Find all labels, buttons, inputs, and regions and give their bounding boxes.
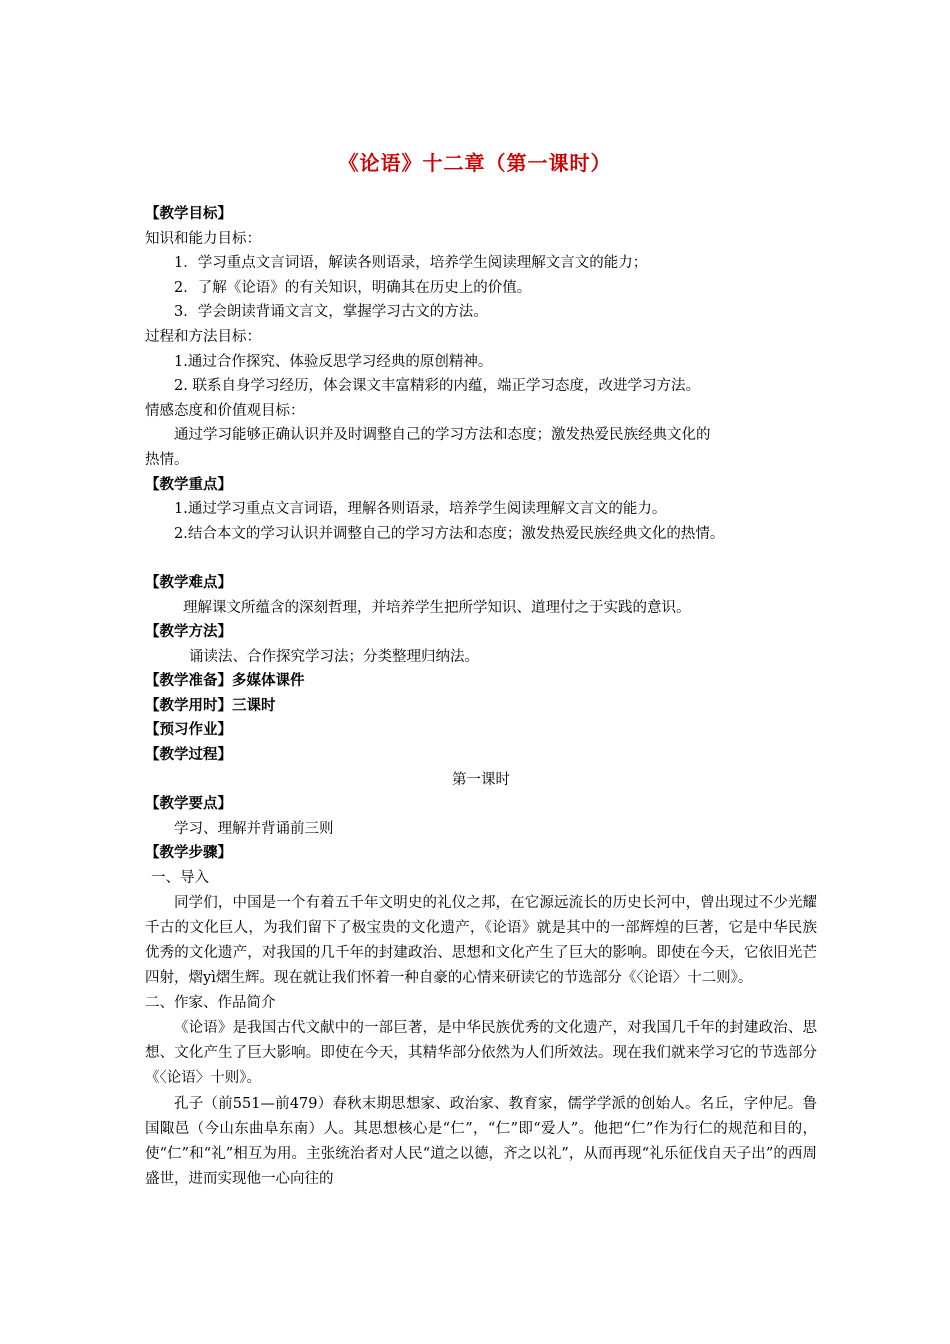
emotion-text-continued: 热情。 (145, 451, 189, 468)
knowledge-item: 2．了解《论语》的有关知识，明确其在历史上的价值。 (174, 279, 532, 296)
step-1-paragraph: 同学们，中国是一个有着五千年文明史的礼仪之邦，在它源远流长的历史长河中，曾出现过不少光耀千古的文化巨人，为我们留下了极宝贵的文化遗产，《论语》就是其中的一部辉煌的巨著，它是中华民族优秀的文化遗产，对我国的几千年的封建政治、思想和文化产生了巨大的影响。即使在今天，它依旧光芒四射，熠yì熠生辉。现在就让我们怀着一种自豪的心情来研读它的节选部分《〈论语〉十二则》。 (145, 894, 817, 987)
method-heading: 【教学方法】 (145, 623, 232, 641)
teaching-points-heading: 【教学要点】 (145, 795, 232, 813)
difficulty-heading: 【教学难点】 (145, 573, 232, 591)
difficulty-text: 理解课文所蕴含的深刻哲理，并培养学生把所学知识、道理付之于实践的意识。 (183, 599, 691, 616)
knowledge-item: 3．学会朗读背诵文言文，掌握学习古文的方法。 (174, 304, 488, 321)
step-2-paragraph-1: 《论语》是我国古代文献中的一部巨著，是中华民族优秀的文化遗产，对我国几千年的封建政治、思想、文化产生了巨大影响。即使在今天，其精华部分依然为人们所效法。现在我们就来学习它的节选部分《〈论语〉十则》。 (145, 1020, 817, 1087)
method-text: 诵读法、合作探究学习法；分类整理归纳法。 (189, 648, 479, 665)
teaching-steps-heading: 【教学步骤】 (145, 844, 232, 862)
emotion-heading: 情感态度和价值观目标： (145, 402, 305, 419)
teaching-process-heading: 【教学过程】 (145, 746, 232, 764)
knowledge-heading: 知识和能力目标： (145, 230, 261, 247)
document-body (145, 202, 817, 1192)
step-1-heading: 一、导入 (151, 870, 209, 887)
blank-line (145, 546, 817, 571)
teaching-points-text: 学习、理解并背诵前三则 (174, 820, 334, 837)
objectives-heading: 【教学目标】 (145, 205, 232, 222)
page-title: 《论语》十二章（第一课时） (338, 151, 612, 175)
step-2-heading: 二、作家、作品简介 (145, 995, 276, 1012)
knowledge-item: 1．学习重点文言词语，解读各则语录，培养学生阅读理解文言文的能力； (174, 255, 648, 272)
process-item: 1.通过合作探究、体验反思学习经典的原创精神。 (174, 353, 493, 370)
time-line: 【教学用时】三课时 (145, 696, 276, 714)
key-point-item: 1.通过学习重点文言词语，理解各则语录，培养学生阅读理解文言文的能力。 (174, 501, 667, 518)
key-points-heading: 【教学重点】 (145, 475, 232, 493)
process-item: 2. 联系自身学习经历，体会课文丰富精彩的内蕴，端正学习态度，改进学习方法。 (174, 378, 700, 395)
key-point-item: 2.结合本文的学习认识并调整自己的学习方法和态度；激发热爱民族经典文化的热情。 (174, 525, 725, 542)
process-heading: 过程和方法目标： (145, 328, 261, 345)
lesson-title: 第一课时 (452, 771, 510, 788)
preparation-line: 【教学准备】多媒体课件 (145, 672, 305, 690)
homework-heading: 【预习作业】 (145, 721, 232, 739)
emotion-text: 通过学习能够正确认识并及时调整自己的学习方法和态度；激发热爱民族经典文化的 (174, 427, 711, 444)
step-2-paragraph-2: 孔子（前551—前479）春秋末期思想家、政治家、教育家，儒学学派的创始人。名丘，字仲尼。鲁国陬邑（今山东曲阜东南）人。其思想核心是“仁”，“仁”即“爱人”。他把“仁”作为行仁的规范和目的，使“仁”和“礼”相互为用。主张统治者对人民“道之以德，齐之以礼”，从而再现“礼乐征伐自天子出”的西周盛世，进而实现他一心向往的 (145, 1095, 817, 1188)
